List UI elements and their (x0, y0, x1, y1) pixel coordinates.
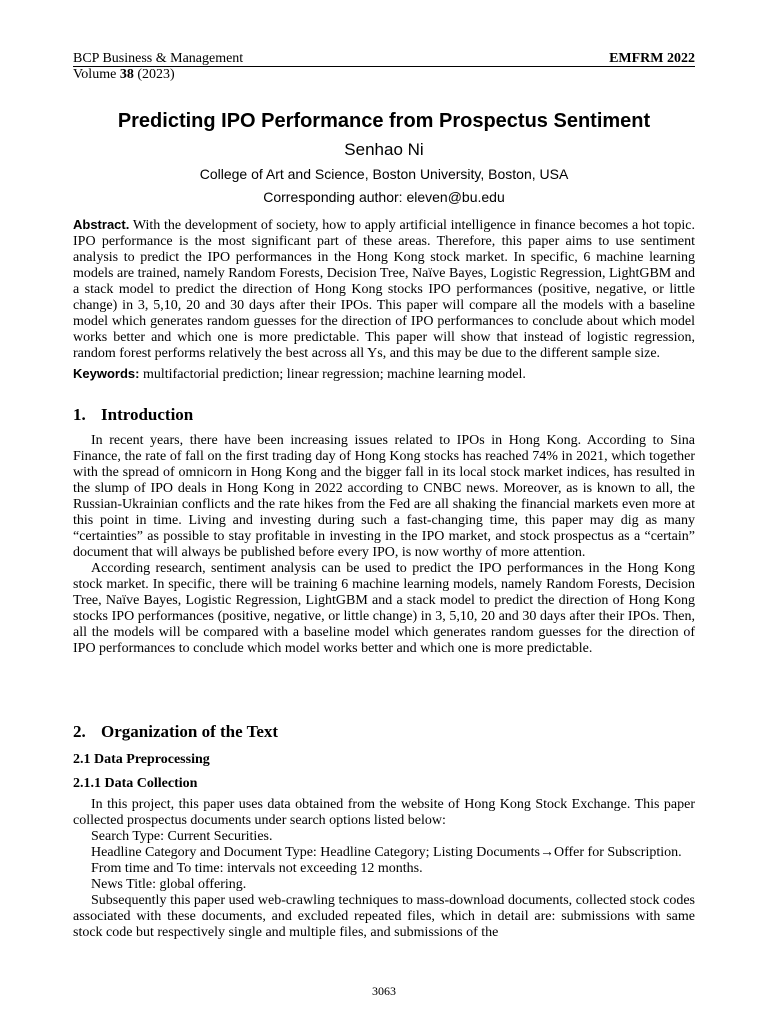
volume-number: 38 (119, 67, 134, 82)
search-option: From time and To time: intervals not exceeding 12 months. (91, 861, 423, 876)
paragraph: According research, sentiment analysis can be used to predict the IPO performances in the Hong Kong stock market. In specific, there will be training 6 machine learning models, namely Random Forests, Decision Tree, Naïve Bayes, Logistic Regression, LightGBM and a stack model to predict the direction of Hong Kong stocks IPO performances (positive, negative, or little change) in 3, 5,10, 20 and 30 days after their IPOs. Then, all the models will be compared with a baseline model which generates random guesses for the direction of IPO performances to conclude which model works better and which one is more predictable. (73, 561, 695, 656)
search-option: News Title: global offering. (91, 877, 247, 892)
keywords-label: Keywords: (73, 366, 140, 381)
author-name: Senhao Ni (344, 140, 424, 159)
section-title: Organization of the Text (101, 722, 279, 741)
introduction-body (73, 433, 695, 657)
page-number: 3063 (372, 984, 396, 998)
volume-label: Volume (73, 67, 120, 82)
paragraph: In this project, this paper uses data obtained from the website of Hong Kong Stock Exchange. This paper collected prospectus documents under search options listed below: (73, 797, 695, 828)
paragraph: In recent years, there have been increasing issues related to IPOs in Hong Kong. According to Sina Finance, the rate of fall on the first trading day of Hong Kong stocks has reached 74% in 2021, which together with the spread of omnicorn in Hong Kong and the bigger fall in its local stock market indices, has resulted in the slump of IPO deals in Hong Kong in 2022 according to CNBC news. Moreover, as is known to all, the Russian-Ukrainian conflicts and the rate hikes from the Fed are all shaking the financial markets even more at this point in time. Living and investing during such a fast-changing time, this paper may dig as many “certainties” as possible to stay profitable in investing in the IPO market, and stock prospectus as a “certain” document that will always be published before every IPO, is now worthy of more attention. (73, 433, 695, 560)
abstract-text: With the development of society, how to apply artificial intelligence in finance becomes a hot topic. IPO performance is the most significant part of these areas. Therefore, this paper aims to use sentiment analysis to predict the IPO performances in the Hong Kong stock market. In specific, 6 machine learning models are trained, namely Random Forests, Decision Tree, Naïve Bayes, Logistic Regression, LightGBM and a stack model to predict the direction of Hong Kong stocks IPO performances (positive, negative, or little change) in 3, 5,10, 20 and 30 days after their IPOs. This paper will compare all the models with a baseline model which generates random guesses for the direction of IPO performances to conclude about which model works better and which one is more predictable. This paper will show that instead of logistic regression, random forest performs relatively the best across all Ys, and this may be due to the different sample size. (73, 218, 695, 361)
section-title: Introduction (101, 405, 194, 424)
journal-name: BCP Business & Management (73, 51, 244, 66)
volume-year: (2023) (133, 67, 175, 82)
section-heading-introduction (73, 405, 193, 425)
keywords-text: multifactorial prediction; linear regression; machine learning model. (139, 367, 526, 382)
abstract (73, 217, 695, 362)
subsubsection-heading: 2.1.1 Data Collection (73, 776, 198, 791)
paper-title: Predicting IPO Performance from Prospectus Sentiment (117, 110, 651, 132)
affiliation: College of Art and Science, Boston University, Boston, USA (199, 166, 569, 182)
search-option: Headline Category and Document Type: Headline Category; Listing Documents→Offer for Subscription. (91, 845, 682, 860)
keywords (73, 366, 695, 383)
data-collection-body (73, 797, 695, 941)
paragraph: Subsequently this paper used web-crawling techniques to mass-download documents, collected stock codes associated with these documents, and excluded repeated files, which in detail are: submissions with same stock code but respectively single and multiple files, and submissions of the (73, 893, 695, 940)
section-number: 2. (73, 722, 86, 741)
volume-info (73, 67, 175, 83)
subsection-heading: 2.1 Data Preprocessing (73, 752, 210, 767)
abstract-label: Abstract. (73, 217, 130, 232)
search-option: Search Type: Current Securities. (91, 829, 273, 844)
running-header (73, 51, 695, 87)
conference-name: EMFRM 2022 (609, 51, 695, 66)
section-number: 1. (73, 405, 86, 424)
corresponding-author: Corresponding author: eleven@bu.edu (263, 189, 505, 205)
section-heading-organization (73, 722, 278, 742)
